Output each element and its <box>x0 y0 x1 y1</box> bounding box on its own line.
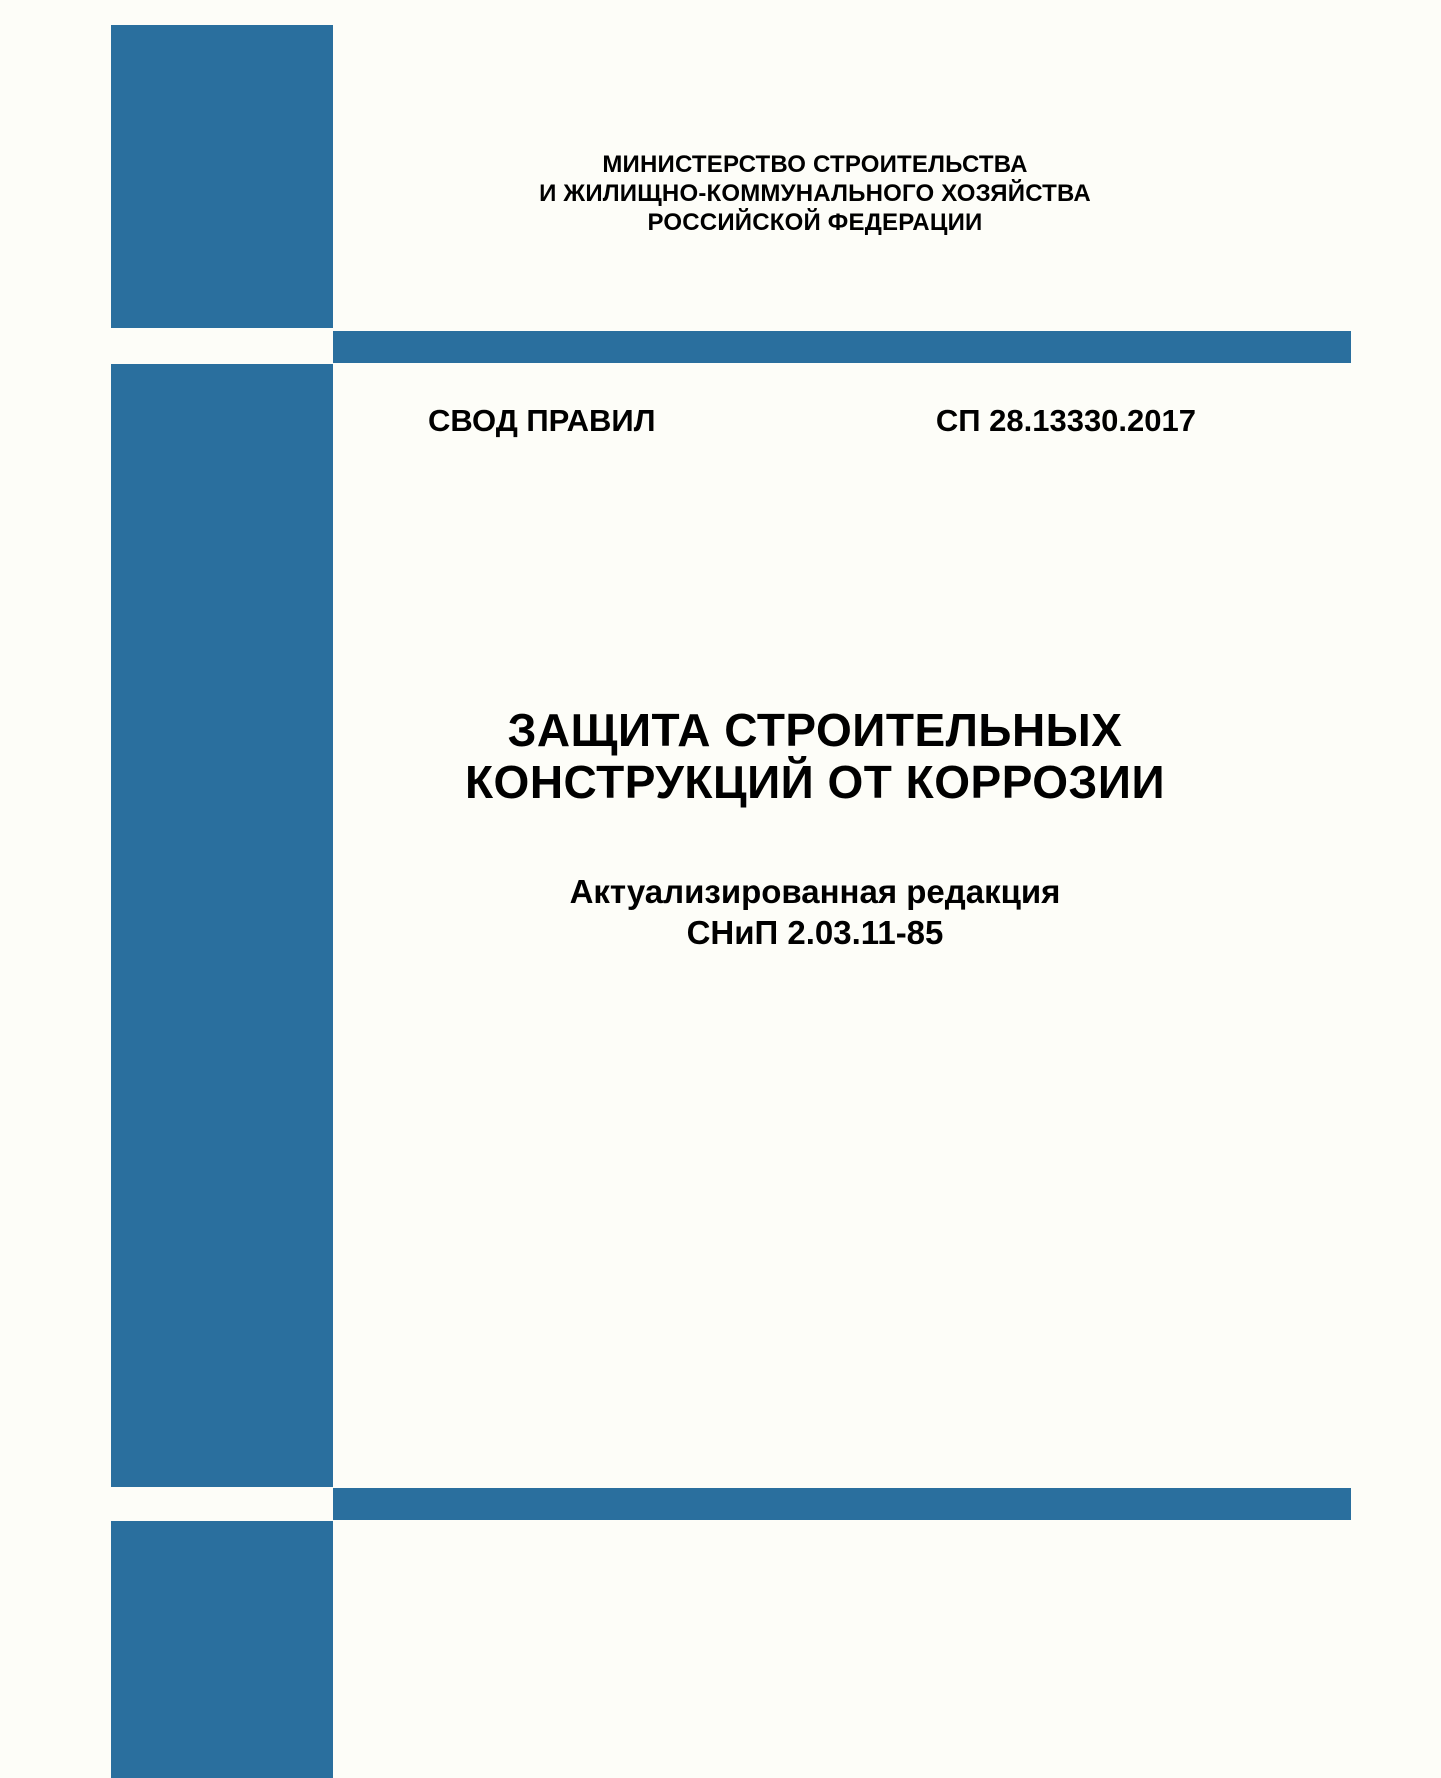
doc-number-label: СП 28.13330.2017 <box>935 403 1196 438</box>
left-band-top-segment <box>111 25 333 328</box>
document-title <box>333 704 1297 808</box>
document-title-line-2: КОНСТРУКЦИЙ ОТ КОРРОЗИИ <box>464 756 1166 808</box>
doc-header-row <box>428 404 1196 438</box>
left-band-middle-segment <box>111 364 333 1487</box>
document-subtitle <box>333 871 1297 953</box>
document-title-line-1: ЗАЩИТА СТРОИТЕЛЬНЫХ <box>507 704 1123 756</box>
ministry-line-1: МИНИСТЕРСТВО СТРОИТЕЛЬСТВА <box>602 151 1028 178</box>
ministry-line-2: И ЖИЛИЩНО-КОММУНАЛЬНОГО ХОЗЯЙСТВА <box>539 180 1091 207</box>
document-subtitle-line-2: СНиП 2.03.11-85 <box>686 914 944 951</box>
bottom-rule-bar <box>333 1488 1351 1520</box>
document-subtitle-line-1: Актуализированная редакция <box>569 873 1061 910</box>
ministry-line-3: РОССИЙСКОЙ ФЕДЕРАЦИИ <box>647 209 983 236</box>
left-band-bottom-segment <box>111 1521 333 1778</box>
top-rule-bar <box>333 331 1351 363</box>
doc-type-label: СВОД ПРАВИЛ <box>428 403 656 438</box>
ministry-heading <box>333 150 1297 237</box>
